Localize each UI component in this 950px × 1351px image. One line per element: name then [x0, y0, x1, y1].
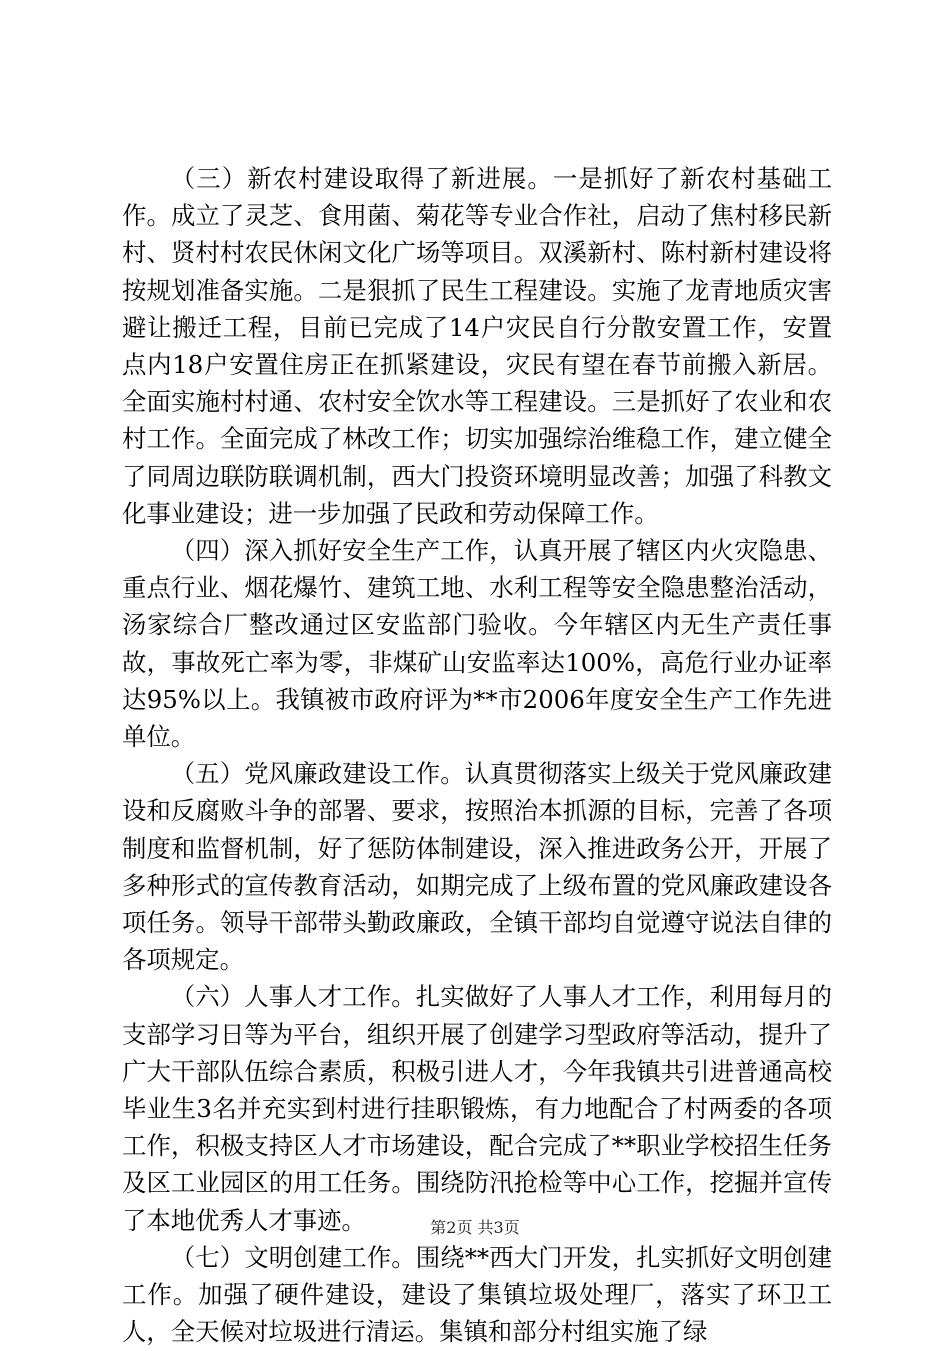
paragraph-section-4: （四）深入抓好安全生产工作，认真开展了辖区内火灾隐患、重点行业、烟花爆竹、建筑工地、水利工程等安全隐患整治活动，汤家综合厂整改通过区安监部门验收。今年辖区内无生产责任事故，事故死亡率为零，非煤矿山安监率达100%，高危行业办证率达95%以上。我镇被市政府评为**市2006年度安全生产工作先进单位。: [122, 536, 832, 752]
paragraph-section-7: （七）文明创建工作。围绕**西大门开发，扎实抓好文明创建工作。加强了硬件建设，建设了集镇垃圾处理厂，落实了环卫工人，全天候对垃圾进行清运。集镇和部分村组实施了绿: [122, 1242, 832, 1347]
document-body: [122, 160, 832, 1351]
paragraph-section-3: （三）新农村建设取得了新进展。一是抓好了新农村基础工作。成立了灵芝、食用菌、菊花等专业合作社，启动了焦村移民新村、贤村村农民休闲文化广场等项目。双溪新村、陈村新村建设将按规划准备实施。二是狠抓了民生工程建设。实施了龙青地质灾害避让搬迁工程，目前已完成了14户灾民自行分散安置工作，安置点内18户安置住房正在抓紧建设，灾民有望在春节前搬入新居。全面实施村村通、农村安全饮水等工程建设。三是抓好了农业和农村工作。全面完成了林改工作；切实加强综治维稳工作，建立健全了同周边联防联调机制，西大门投资环境明显改善；加强了科教文化事业建设；进一步加强了民政和劳动保障工作。: [122, 164, 832, 528]
paragraph-section-5: （五）党风廉政建设工作。认真贯彻落实上级关于党风廉政建设和反腐败斗争的部署、要求，按照治本抓源的目标，完善了各项制度和监督机制，好了惩防体制建设，深入推进政务公开，开展了多种形式的宣传教育活动，如期完成了上级布置的党风廉政建设各项任务。领导干部带头勤政廉政，全镇干部均自觉遵守说法自律的各项规定。: [122, 759, 832, 975]
page-number-footer: 第2页 共3页: [430, 1218, 520, 1237]
paragraph-section-6: （六）人事人才工作。扎实做好了人事人才工作，利用每月的支部学习日等为平台，组织开展了创建学习型政府等活动，提升了广大干部队伍综合素质，积极引进人才，今年我镇共引进普通高校毕业生3名并充实到村进行挂职锻炼，有力地配合了村两委的各项工作，积极支持区人才市场建设，配合完成了**职业学校招生任务及区工业园区的用工任务。围绕防汛抢检等中心工作，挖掘并宣传了本地优秀人才事迹。: [122, 982, 832, 1235]
